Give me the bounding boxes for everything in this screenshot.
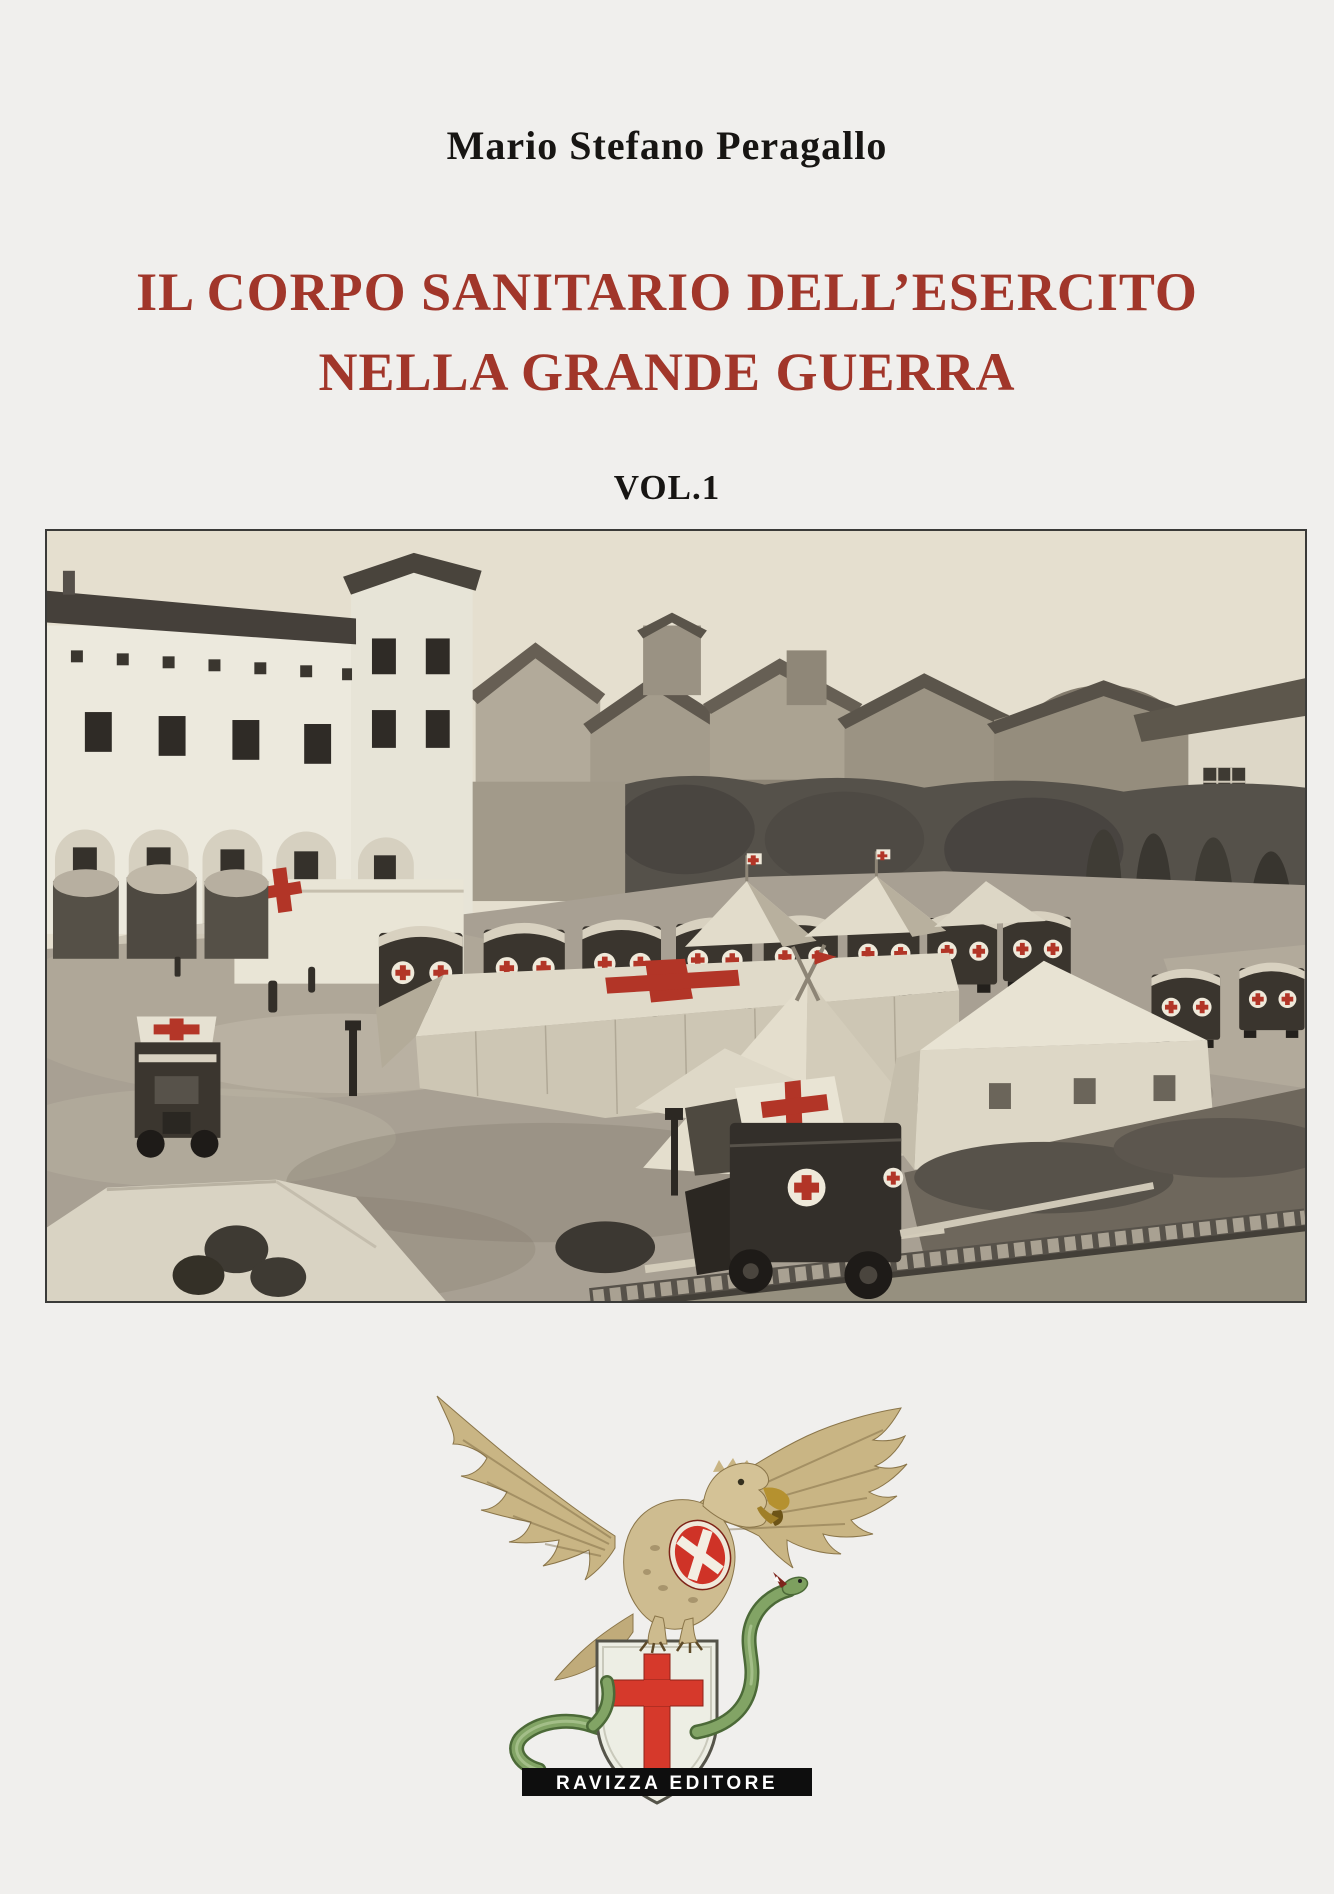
- publisher-name: RAVIZZA EDITORE: [555, 1773, 779, 1794]
- left-wagons: [53, 864, 268, 959]
- title-line-2: NELLA GRANDE GUERRA: [318, 342, 1016, 402]
- author-name: Mario Stefano Peragallo: [446, 123, 888, 168]
- publisher-logo: [397, 1378, 937, 1878]
- title-line-1: IL CORPO SANITARIO DELL’ESERCITO: [136, 262, 1198, 322]
- book-title: [0, 252, 1334, 412]
- courtyard-wall: [466, 782, 625, 901]
- front-facing-ambulance: [135, 1016, 221, 1157]
- field-hospital-illustration: [47, 531, 1305, 1301]
- publisher-band: [522, 1768, 812, 1796]
- volume-label: VOL.1: [613, 468, 721, 507]
- cover-photo: [45, 529, 1307, 1303]
- eagle-emblem: [397, 1378, 937, 1878]
